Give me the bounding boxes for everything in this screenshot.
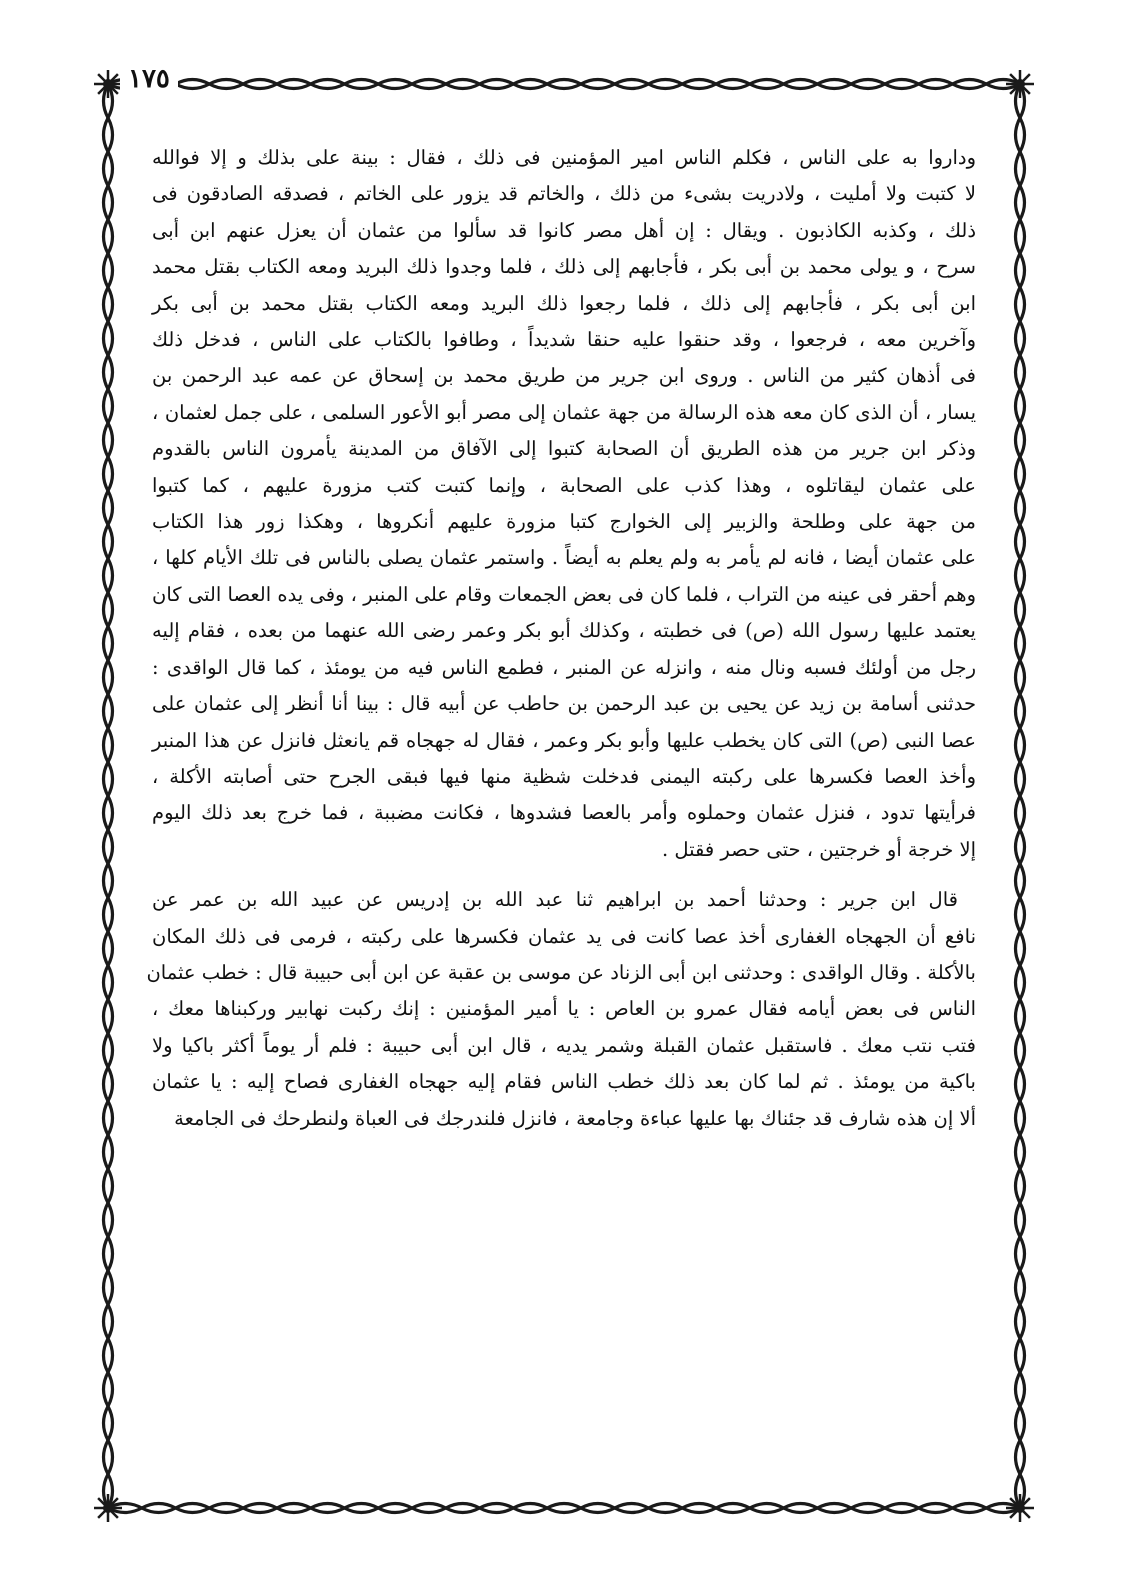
text-line: قال ابن جرير : وحدثنا أحمد بن ابراهيم ثنا عبد الله بن إدريس عن عبيد الله بن عمر عن (152, 888, 958, 912)
text-line: من جهة على وطلحة والزبير إلى الخوارج كتبا مزورة عليهم أنكروها ، وهكذا زور هذا الكتاب (152, 510, 976, 534)
text-line: ذلك ، وكذبه الكاذبون . ويقال : إن أهل مصر كانوا قد سألوا من عثمان أن يعزل عنهم ابن أبى (152, 218, 977, 242)
text-line: وآخرين معه ، فرجعوا ، وقد حنقوا عليه حنقا شديداً ، وطافوا بالكتاب على الناس ، فدخل ذلك (152, 328, 976, 352)
paragraph (146, 882, 976, 1137)
text-line: بالأكلة . وقال الواقدى : وحدثنى ابن أبى الزناد عن موسى بن عقبة عن ابن أبى حبيبة قال : خطب عثمان (146, 960, 976, 984)
text-line: فرأيتها تدود ، فنزل عثمان وحملوه وأمر بالعصا فشدوها ، فكانت مضببة ، فما خرج بعد ذلك اليوم (152, 801, 976, 825)
text-line: على عثمان أيضا ، فانه لم يأمر به ولم يعلم به أيضاً . واستمر عثمان يصلى بالناس فى تلك الأيام كلها ، (152, 546, 976, 570)
text-line: فى أذهان كثير من الناس . وروى ابن جرير من طريق محمد بن إسحاق عن عمه عبد الرحمن بن (152, 364, 976, 388)
text-line: وأخذ العصا فكسرها على ركبته اليمنى فدخلت شظية منها فيها فبقى الجرح حتى أصابته الأكلة ، (152, 764, 976, 788)
text-line: على عثمان ليقاتلوه ، وهذا كذب على الصحابة ، وإنما كتبت كتب مزورة عليهم ، كما كتبوا (152, 473, 976, 497)
text-line: يعتمد عليها رسول الله (ص) فى خطبته ، وكذلك أبو بكر وعمر رضى الله عنهما من بعده ، فقام إليه (152, 619, 976, 643)
page-number: ١٧٥ (120, 64, 178, 94)
paragraph (152, 140, 976, 868)
text-line: وداروا به على الناس ، فكلم الناس امير المؤمنين فى ذلك ، فقال : بينة على بذلك و إلا فوالله (152, 146, 976, 169)
text-line: عصا النبى (ص) التى كان يخطب عليها وأبو بكر وعمر ، فقال له جهجاه قم يانعثل فانزل عن هذا المنبر (152, 728, 976, 752)
text-line: رجل من أولئك فسبه ونال منه ، وانزله عن المنبر ، فطمع الناس فيه من يومئذ ، كما قال الواقدى : (152, 655, 976, 679)
text-line: سرح ، و يولى محمد بن أبى بكر ، فأجابهم إلى ذلك ، فلما وجدوا ذلك البريد ومعه الكتاب بقتل محمد (152, 255, 976, 279)
text-line: ابن أبى بكر ، فأجابهم إلى ذلك ، فلما رجعوا ذلك البريد ومعه الكتاب بقتل محمد بن أبى بكر (152, 291, 976, 315)
text-line: وذكر ابن جرير من هذه الطريق أن الصحابة كتبوا إلى الآفاق من المدينة يأمرون الناس بالقدوم (152, 437, 976, 461)
text-line: نافع أن الجهجاه الغفارى أخذ عصا كانت فى يد عثمان فكسرها على ركبته ، فرمى فى ذلك المكان (152, 924, 976, 948)
text-line: فتب نتب معك . فاستقبل عثمان القبلة وشمر يديه ، قال ابن أبى حبيبة : فلم أر يوماً أكثر باكيا ولا (152, 1033, 976, 1057)
text-line: الناس فى بعض أيامه فقال عمرو بن العاص : يا أمير المؤمنين : إنك ركبت نهابير وركبناها معك ، (152, 997, 976, 1021)
text-line: يسار ، أن الذى كان معه هذه الرسالة من جهة عثمان إلى مصر أبو الأعور السلمى ، على جمل لعثمان ، (152, 400, 976, 424)
text-body (146, 140, 977, 1137)
text-line: وهم أحقر فى عينه من التراب ، فلما كان فى بعض الجمعات وقام على المنبر ، وفى يده العصا التى كان (152, 582, 976, 606)
text-line: ألا إن هذه شارف قد جئناك بها عليها عباءة وجامعة ، فانزل فلندرجك فى العباة ولنطرحك فى الجامعة (174, 1106, 976, 1130)
text-line: باكية من يومئذ . ثم لما كان بعد ذلك خطب الناس فقام إليه جهجاه الغفارى فصاح إليه : يا عثمان (152, 1070, 976, 1094)
text-line: لا كتبت ولا أمليت ، ولادريت بشىء من ذلك ، والخاتم قد يزور على الخاتم ، فصدقه الصادقون فى (152, 182, 976, 206)
text-line: إلا خرجة أو خرجتين ، حتى حصر فقتل . (661, 837, 976, 861)
text-line: حدثنى أسامة بن زيد عن يحيى بن عبد الرحمن بن حاطب عن أبيه قال : بينا أنا أنظر إلى عثمان على (152, 692, 976, 716)
